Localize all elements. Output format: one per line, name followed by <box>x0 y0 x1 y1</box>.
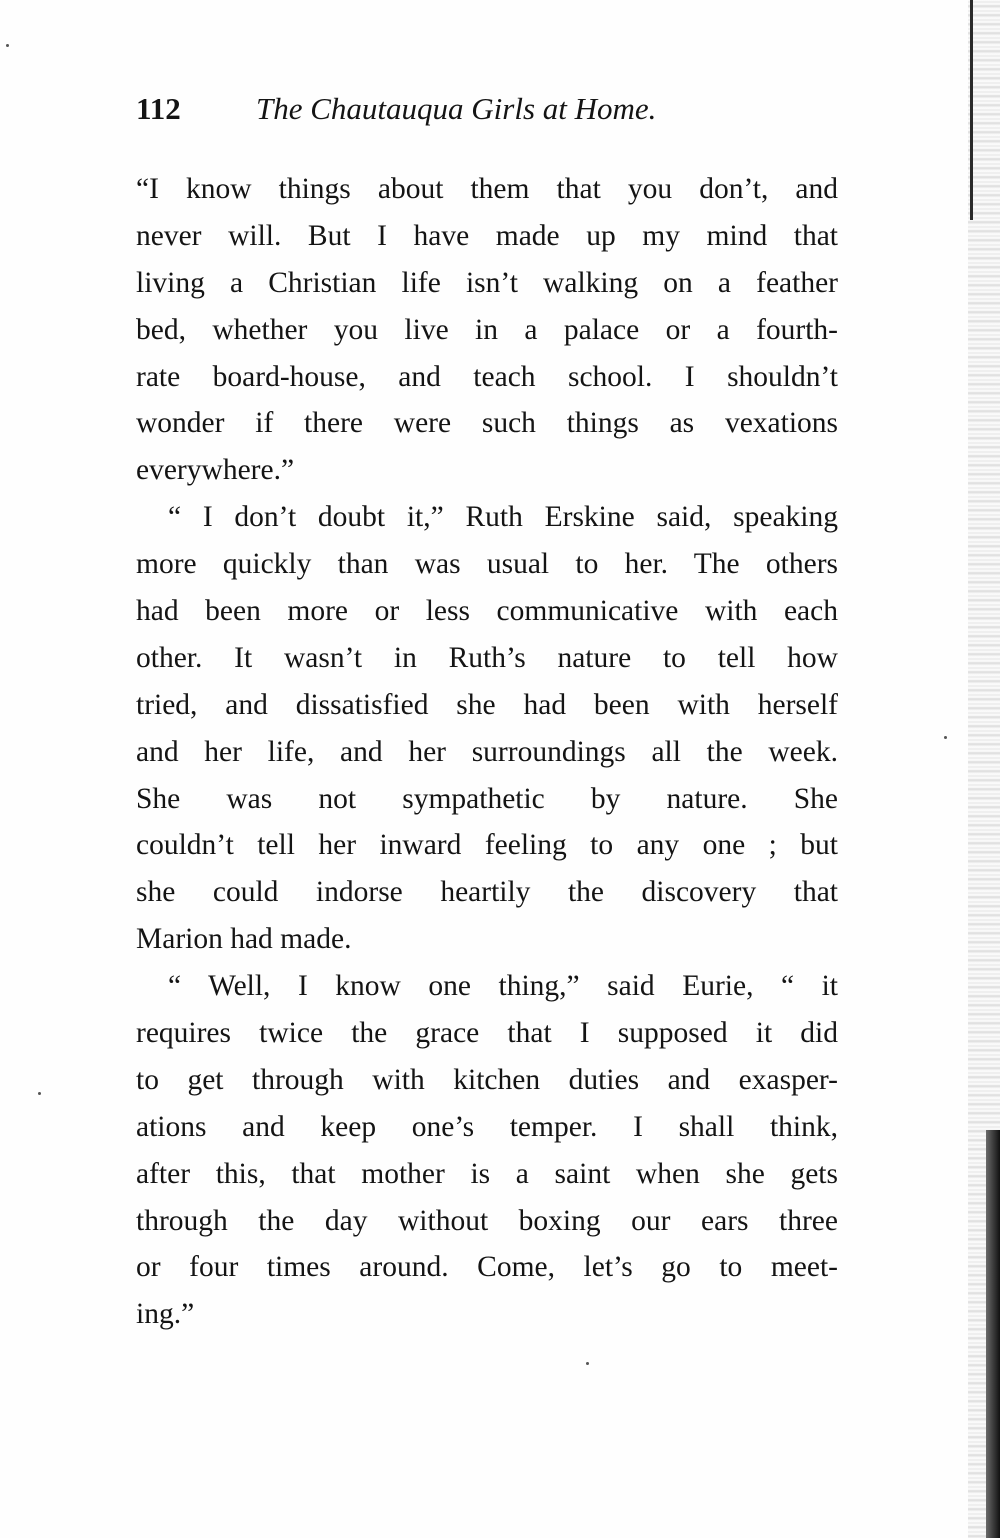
text-line: through the day without boxing our ears three <box>136 1204 838 1237</box>
text-line: requires twice the grace that I supposed it did <box>136 1017 838 1050</box>
page-header <box>136 86 836 132</box>
scan-edge-line <box>970 0 973 220</box>
text-line: after this, that mother is a saint when she gets <box>136 1157 838 1190</box>
text-line: “ Well, I know one thing,” said Eurie, “ it <box>168 970 838 1003</box>
text-line: “ I don’t doubt it,” Ruth Erskine said, speaking <box>168 501 838 534</box>
text-line: bed, whether you live in a palace or a fourth- <box>136 313 838 346</box>
scan-speck <box>944 736 947 739</box>
scan-speck <box>38 1092 41 1095</box>
scan-edge-bar <box>986 1130 1000 1538</box>
running-title: The Chautauqua Girls at Home. <box>256 91 657 126</box>
text-line: “I know things about them that you don’t, and <box>136 173 838 205</box>
text-line: ing.” <box>136 1298 195 1331</box>
text-line: everywhere.” <box>136 454 295 487</box>
text-line: wonder if there were such things as vexations <box>136 407 838 440</box>
scan-speck <box>586 1362 589 1365</box>
text-line: ations and keep one’s temper. I shall think, <box>136 1110 838 1143</box>
text-line: had been more or less communicative with each <box>136 595 838 628</box>
text-line: and her life, and her surroundings all the week. <box>136 735 838 768</box>
text-line: to get through with kitchen duties and exasper- <box>136 1063 838 1096</box>
text-line: living a Christian life isn’t walking on a feather <box>136 266 838 299</box>
text-line: never will. But I have made up my mind that <box>136 219 838 252</box>
text-line: tried, and dissatisfied she had been with herself <box>136 688 838 721</box>
text-line: rate board-house, and teach school. I shouldn’t <box>136 360 838 393</box>
text-line: couldn’t tell her inward feeling to any one ; but <box>136 829 838 862</box>
text-line: other. It wasn’t in Ruth’s nature to tell how <box>136 641 838 674</box>
text-line: or four times around. Come, let’s go to meet- <box>136 1251 838 1284</box>
text-line: Marion had made. <box>136 923 352 956</box>
text-line: more quickly than was usual to her. The others <box>136 548 838 581</box>
page-number: 112 <box>136 91 181 126</box>
scan-speck <box>6 44 9 47</box>
body-text <box>136 166 838 1338</box>
text-line: She was not sympathetic by nature. She <box>136 782 838 815</box>
text-line: she could indorse heartily the discovery that <box>136 876 838 909</box>
